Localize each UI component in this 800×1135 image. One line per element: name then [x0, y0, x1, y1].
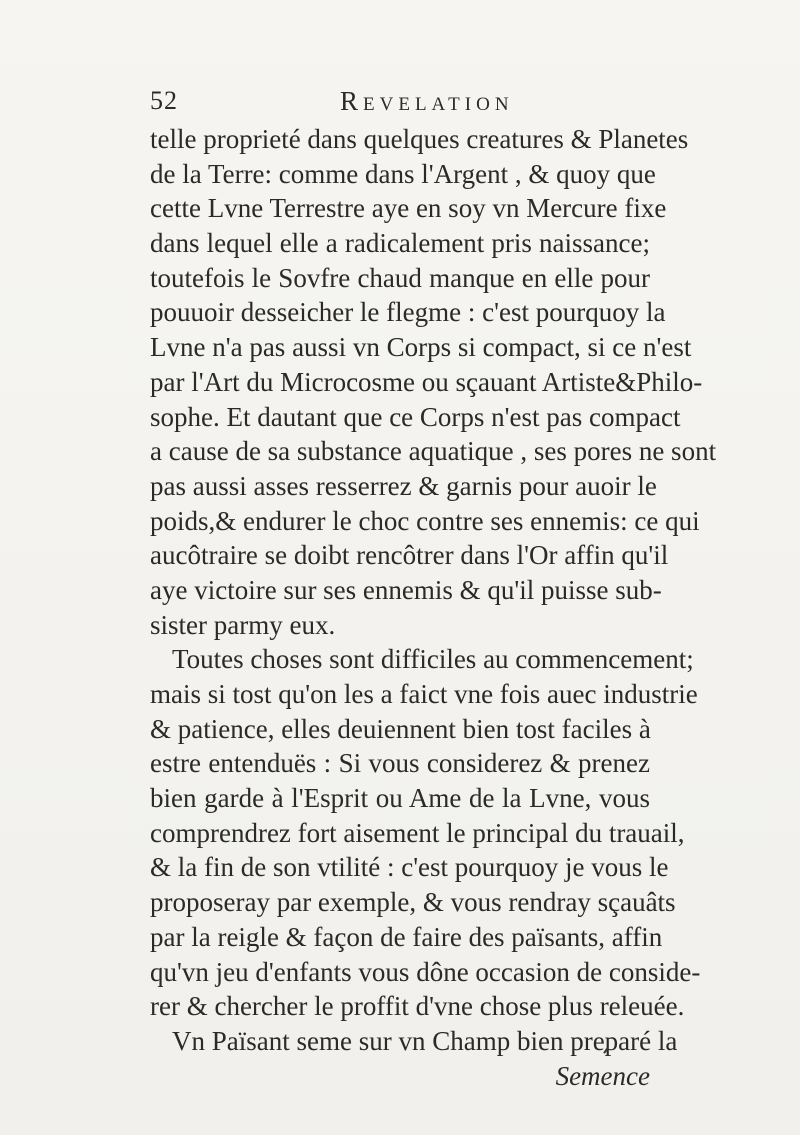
text-line: sister parmy eux. [150, 609, 336, 640]
text-line: proposeray par exemple, & vous rendray sçauâts [150, 887, 676, 918]
text-line: poids,& endurer le choc contre ses ennemis: ce qui [150, 505, 700, 536]
text-line: qu'vn jeu d'enfants vous dône occasion de conside- [150, 956, 701, 987]
text-line: mais si tost qu'on les a faict vne fois auec industrie [150, 679, 698, 709]
text-line: & patience, elles deuiennent bien tost faciles à [150, 713, 651, 744]
text-line: telle proprieté dans quelques creatures & Planetes [150, 124, 689, 154]
text-line: toutefois le Sovfre chaud manque en elle pour [150, 262, 650, 293]
text-line: par la reigle & façon de faire des païsants, affin [150, 921, 663, 952]
text-line: sophe. Et dautant que ce Corps n'est pas compact [150, 401, 681, 432]
text-line: de la Terre: comme dans l'Argent , & quoy que [150, 158, 656, 189]
text-line: aye victoire sur ses ennemis & qu'il puisse sub- [150, 574, 662, 605]
text-line: rer & chercher le proffit d'vne chose plus releuée. [150, 991, 685, 1022]
text-line: par l'Art du Microcosme ou sçauant Artiste&Philo- [150, 366, 703, 397]
text-line: cette Lvne Terrestre aye en soy vn Mercure fixe [150, 193, 667, 224]
text-line: bien garde à l'Esprit ou Ame de la Lvne, vous [150, 783, 650, 814]
body-text [150, 122, 717, 1093]
text-line: Toutes choses sont difficiles au commencement; [172, 644, 694, 675]
text-line: & la fin de son vtilité : c'est pourquoy je vous le [150, 852, 669, 883]
text-line: dans lequel elle a radicalement pris naissance; [150, 228, 650, 259]
text-line: comprendrez fort aisement le principal du trauail, [150, 817, 685, 848]
text-line: estre entenduës : Si vous considerez & prenez [150, 748, 650, 779]
text-line: Vn Païsant seme sur vn Champ bien preparé la [172, 1025, 678, 1056]
text-line: pas aussi asses resserrez & garnis pour auoir le [150, 470, 657, 501]
page-header [150, 86, 650, 122]
text-line: Lvne n'a pas aussi vn Corps si compact, si ce n'est [150, 332, 692, 363]
catchword: Semence [555, 1060, 650, 1091]
page-number: 52 [150, 86, 178, 115]
text-line: a cause de sa substance aquatique , ses pores ne sont [150, 436, 717, 467]
text-line: aucôtraire se doibt rencôtrer dans l'Or affin qu'il [150, 540, 669, 571]
running-title: Revelation [340, 86, 514, 116]
text-line: pouuoir desseicher le flegme : c'est pourquoy la [150, 297, 666, 328]
